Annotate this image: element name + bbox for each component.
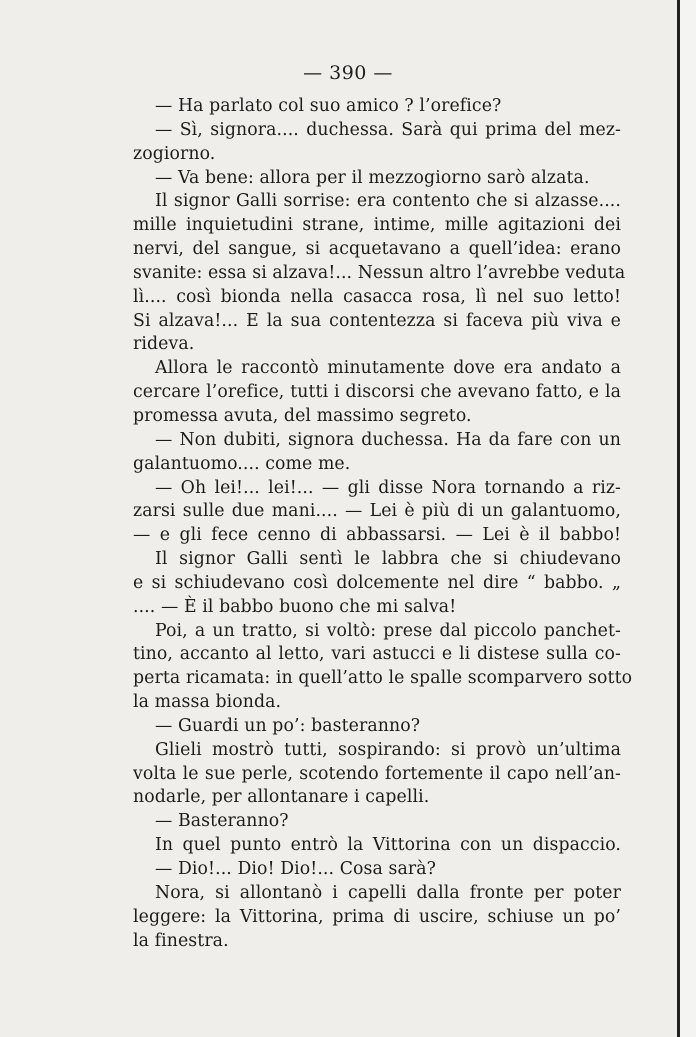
page-number: — 390 — [303, 62, 393, 84]
text-line: — Guardi un po’: basteranno? [155, 715, 421, 736]
text-line: perta ricamata: in quell’atto le spalle scomparvero sotto [133, 668, 633, 689]
text-line: — Va bene: allora per il mezzogiorno sarò alzata. [155, 167, 590, 188]
text-line: — Ha parlato col suo amico ? l’orefice? [155, 96, 502, 116]
text-line: — e gli fece cenno di abbassarsi. — Lei è il babbo! [133, 525, 621, 546]
text-line: la massa bionda. [133, 692, 282, 713]
text-line: Poi, a un tratto, si voltò: prese dal piccolo panchet- [155, 620, 621, 641]
text-line: Nora, si allontanò i capelli dalla fronte per poter [155, 882, 621, 903]
text-line: leggere: la Vittorina, prima di uscire, schiuse un po’ [133, 906, 621, 927]
body-text [133, 95, 633, 953]
text-line: volta le sue perle, scotendo fortemente il capo nell’an- [133, 763, 621, 784]
text-line: e si schiudevano così dolcemente nel dire “ babbo. „ [133, 572, 621, 593]
text-line: Il signor Galli sorrise: era contento che si alzasse.... [155, 191, 621, 212]
text-line: Glieli mostrò tutti, sospirando: si provò un’ultima [155, 739, 621, 760]
text-line: Allora le raccontò minutamente dove era andato a [155, 358, 621, 379]
text-line: Il signor Galli sentì le labbra che si chiudevano [155, 549, 621, 570]
text-line: mille inquietudini strane, intime, mille agitazioni dei [133, 215, 621, 236]
text-line: — Oh lei!... lei!... — gli disse Nora tornando a riz- [155, 477, 621, 498]
page-edge [680, 0, 696, 1037]
text-line: la finestra. [133, 930, 229, 951]
text-line: galantuomo.... come me. [133, 453, 351, 474]
text-line: nervi, del sangue, si acquetavano a quell’idea: erano [133, 239, 621, 260]
text-line: zogiorno. [133, 143, 216, 164]
binding-edge-line [677, 0, 680, 1037]
text-line: cercare l’orefice, tutti i discorsi che avevano fatto, e la [133, 382, 621, 403]
text-line: svanite: essa si alzava!... Nessun altro l’avrebbe veduta [133, 262, 626, 283]
text-line: — Basteranno? [155, 811, 289, 832]
text-line: zarsi sulle due mani.... — Lei è più di un galantuomo, [133, 501, 621, 522]
text-line: — Dio!... Dio! Dio!... Cosa sarà? [155, 859, 436, 879]
text-line: Si alzava!... E la sua contentezza si faceva più viva e [133, 310, 621, 331]
text-line: tino, accanto al letto, vari astucci e li distese sulla co- [133, 644, 621, 665]
text-line: nodarle, per allontanare i capelli. [133, 787, 430, 808]
text-line: — Sì, signora.... duchessa. Sarà qui prima del mez- [155, 119, 621, 140]
text-line: lì.... così bionda nella casacca rosa, lì nel suo letto! [133, 286, 621, 307]
text-line: In quel punto entrò la Vittorina con un dispaccio. [155, 835, 621, 856]
text-line: — Non dubiti, signora duchessa. Ha da fare con un [155, 429, 621, 450]
text-line: promessa avuta, del massimo segreto. [133, 405, 472, 426]
text-line: .... — È il babbo buono che mi salva! [133, 596, 457, 617]
text-line: rideva. [133, 334, 195, 355]
